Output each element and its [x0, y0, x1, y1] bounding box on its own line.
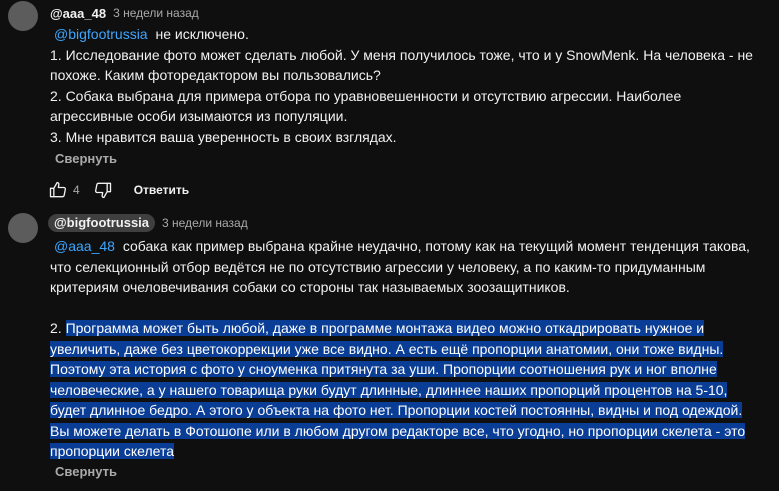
like-count: 4	[73, 183, 80, 197]
selected-text: будет длинное бедро. А этого у объекта на фото нет. Пропорции костей постоянны, видны и под одеждой.	[50, 402, 743, 418]
comment-text: @bigfootrussia не исключено. 1. Исследование фото может сделать любой. У меня получилось тоже, что и у SnowMenk. На человека - не похоже. Каким фоторедактором вы пользовались? 2. Собака выбрана для примера отбора по уравновешенности и отсутствию агрессии. Наиболее агрессивные особи изымаются из популяции. 3. Мне нравится ваша уверенность в своих взглядах.	[50, 26, 753, 145]
avatar[interactable]	[8, 213, 38, 243]
thumbs-down-icon[interactable]	[92, 179, 114, 201]
selected-text: Программа может быть любой, даже в программе монтажа видео можно откадрировать нужное и	[65, 320, 705, 336]
reply-button[interactable]: Ответить	[133, 183, 190, 197]
selected-text: пропорции скелета	[50, 443, 174, 459]
collapse-button[interactable]: Свернуть	[55, 151, 117, 166]
comment-header	[48, 214, 248, 232]
comment-header	[50, 4, 199, 22]
mention-link[interactable]: @aaa_48	[54, 238, 115, 254]
author-name-badge[interactable]: @bigfootrussia	[48, 214, 155, 232]
selected-text: увеличить, даже без цветокоррекции уже все видно. А есть ещё пропорции анатомии, они тоже видны.	[50, 340, 724, 357]
timestamp[interactable]: 3 недели назад	[113, 6, 199, 20]
author-name[interactable]: @aaa_48	[50, 5, 107, 21]
mention-link[interactable]: @bigfootrussia	[54, 26, 148, 42]
timestamp[interactable]: 3 недели назад	[162, 216, 248, 230]
selected-text: Поэтому эта история с фото у сноуменка притянута за уши. Пропорции соотношения рук и ног вполне	[50, 361, 717, 377]
thumbs-up-icon[interactable]	[47, 179, 69, 201]
avatar[interactable]	[8, 1, 38, 31]
selected-text: Вы можете делать в Фотошопе или в любом другом редакторе все, что угодно, но пропорции скелета - это	[50, 422, 746, 439]
collapse-button[interactable]: Свернуть	[55, 464, 117, 479]
selected-text: человеческие, а у нашего товарища руки будут длинные, длиннее наших пропорций процентов на 5-10,	[50, 381, 728, 398]
comment-actions	[47, 178, 189, 202]
comment-text: @aaa_48 собака как пример выбрана крайне неудачно, потому как на текущий момент тенденция такова, что селекционный отбор ведётся не по отсутствию агрессии у человеку, а по каким-то придуманным критериям очеловечивания собаки со стороны так называемых зоозащитников. 2. Программа может быть любой, даже в программе монтажа видео можно откадрировать нужное и увеличить, даже без цветокоррекции уже все видно. А есть ещё пропорции анатомии, они тоже видны. Поэтому эта история с фото у сноуменка притянута за уши. Пропорции соотношения рук и ног вполне человеческие, а у нашего товарища руки будут длинные, длиннее наших пропорций процентов на 5-10, будет длинное бедро. А этого у объекта на фото нет. Пропорции костей постоянны, видны и под одеждой. Вы можете делать в Фотошопе или в любом другом редакторе все, что угодно, но пропорции скелета - это пропорции скелета	[50, 238, 750, 459]
